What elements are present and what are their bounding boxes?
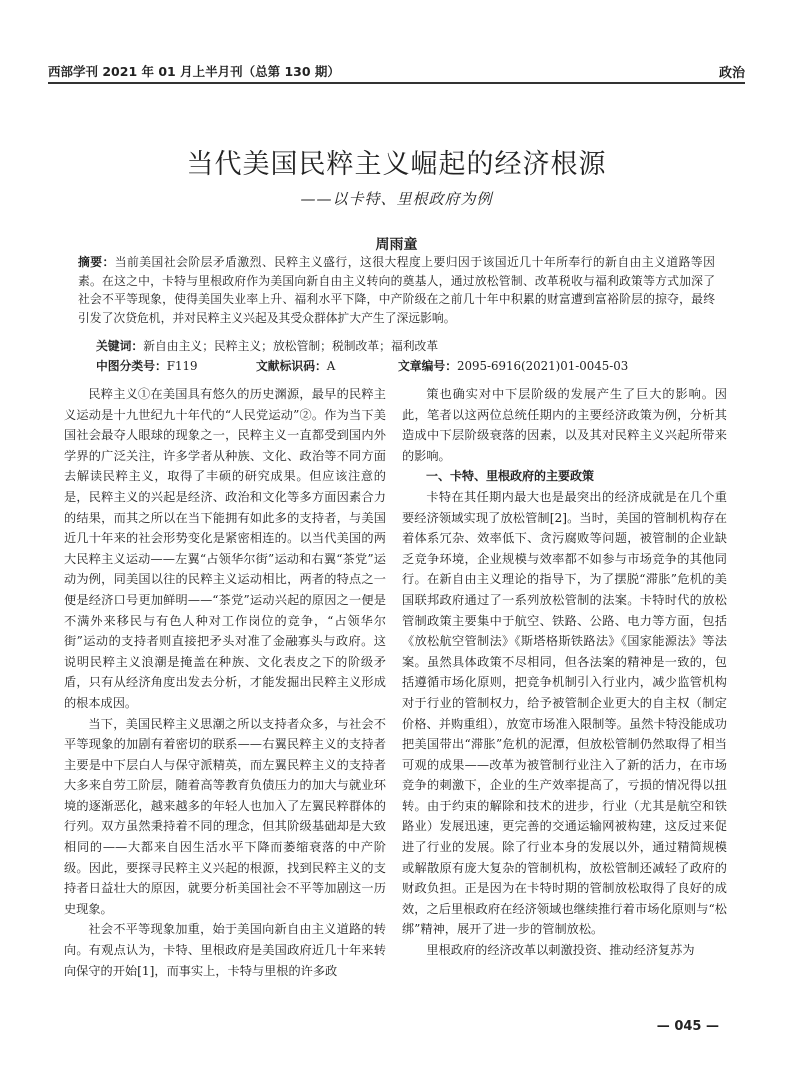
author-name: 周雨童 [375, 237, 418, 253]
right-column [402, 384, 727, 961]
clc-number [96, 357, 198, 374]
paragraph: 卡特在其任期内最大也是最突出的经济成就是在几个重要经济领域实现了放松管制[2]。当时，美国的管制机构存在着体系冗杂、效率低下、贪污腐败等问题，被管制的企业缺乏竞争环境，企业规模与效率都不如参与市场竞争的其他同行。在新自由主义理论的指导下，为了摆脱“滞胀”危机的美国联邦政府通过了一系列放松管制的法案。卡特时代的放松管制政策主要集中于航空、铁路、公路、电力等方面，包括《放松航空管制法》《斯塔格斯铁路法》《国家能源法》等法案。虽然具体政策不尽相同，但各法案的精神是一致的，包括遵循市场化原则，把竞争机制引入行业内，减少监管机构对于行业的管制权力，给予被管制企业更大的自主权（制定价格、并购重组），放宽市场准入限制等。虽然卡特没能成功把美国带出“滞胀”危机的泥潭，但放松管制仍然取得了相当可观的成果——改革为被管制行业注入了新的活力，在市场竞争的刺激下，企业的生产效率提高了，亏损的情况得以扭转。由于约束的解除和技术的进步，行业（尤其是航空和铁路业）发展迅速，更完善的交通运输网被构建，这反过来促进了行业的发展。除了行业本身的发展以外，通过精简规模或解散原有庞大复杂的管制机构，放松管制还减轻了政府的财政负担。正是因为在卡特时期的管制放松取得了良好的成效，之后里根政府在经济领域也继续推行着市场化原则与“松绑”精神，展开了进一步的管制放松。 [402, 489, 727, 937]
clc-value: F119 [166, 359, 198, 373]
keywords-label: 关键词： [96, 339, 144, 353]
paragraph: 当下，美国民粹主义思潮之所以支持者众多，与社会不平等现象的加剧有着密切的联系——右翼民粹主义的支持者主要是中下层白人与保守派精英，而左翼民粹主义的支持者大多来自劳工阶层，随着高等教育负债压力的加大与就业环境的逐渐恶化，越来越多的年轻人也加入了左翼民粹群体的行列。双方虽然秉持着不同的理念，但其阶级基础却是大致相同的——大都来自因生活水平下降而萎缩衰落的中产阶级。因此，要探寻民粹主义兴起的根源，找到民粹主义的支持者日益壮大的原因，就要分析美国社会不平等加剧这一历史现象。 [64, 716, 386, 916]
abstract-text: 当前美国社会阶层矛盾激烈、民粹主义盛行，这很大程度上要归因于该国近几十年所奉行的新自由主义道路等因素。在这之中，卡特与里根政府作为美国向新自由主义转向的奠基人，通过放松管制、改革税收与福利政策等方式加深了社会不平等现象，使得美国失业率上升、福利水平下降，中产阶级在之前几十年中积累的财富遭到富裕阶层的掠夺，最终引发了次贷危机，并对民粹主义兴起及其受众群体扩大产生了深远影响。 [78, 255, 715, 325]
doc-value: A [326, 359, 336, 373]
article-number [398, 357, 628, 374]
paragraph: 里根政府的经济改革以刺激投资、推动经济复苏为 [426, 943, 695, 958]
keywords-text: 新自由主义；民粹主义；放松管制；税制改革；福利改革 [143, 339, 439, 353]
article-subtitle: ——以卡特、里根政府为例 [300, 190, 493, 208]
keywords [96, 337, 438, 354]
paragraph: 策也确实对中下层阶级的发展产生了巨大的影响。因此，笔者以这两位总统任期内的主要经济政策为例，分析其造成中下层阶级衰落的因素，以及其对民粹主义兴起所带来的影响。 [402, 387, 727, 463]
doc-label: 文献标识码： [256, 359, 327, 373]
clc-label: 中图分类号： [96, 359, 167, 373]
left-column [64, 384, 386, 981]
paragraph: 社会不平等现象加重，始于美国向新自由主义道路的转向。有观点认为，卡特、里根政府是美国政府近几十年来转向保守的开始[1]，而事实上，卡特与里根的许多政 [64, 922, 386, 978]
running-header [48, 58, 745, 82]
section-heading: 一、卡特、里根政府的主要政策 [426, 469, 595, 484]
abstract [78, 253, 715, 327]
journal-info: 西部学刊 2021 年 01 月上半月刊（总第 130 期） [48, 64, 340, 79]
paragraph: 民粹主义①在美国具有悠久的历史渊源，最早的民粹主义运动是十九世纪九十年代的“人民党运动”②。作为当下美国社会最夺人眼球的现象之一，民粹主义一直都受到国内外学界的广泛关注，许多学者从种族、文化、政治等不同方面去解读民粹主义，取得了丰硕的研究成果。但应该注意的是，民粹主义的兴起是经济、政治和文化等多方面因素合力的结果，而其之所以在当下能拥有如此多的支持者，与美国近几十年来的社会形势变化是紧密相连的。以当代美国的两大民粹主义运动——左翼“占领华尔街”运动和右翼“茶党”运动为例，同美国以往的民粹主义运动相比，两者的特点之一便是经济口号更加鲜明——“茶党”运动兴起的原因之一便是不满外来移民与有色人种对工作岗位的竞争，“占领华尔街”运动的支持者则直接把矛头对准了金融寡头与政府。这说明民粹主义浪潮是掩盖在种族、文化表皮之下的阶级矛盾，只有从经济角度出发去分析，才能发掘出民粹主义形成的根本成因。 [64, 387, 386, 710]
art-label: 文章编号： [398, 359, 457, 373]
abstract-label: 摘要： [78, 255, 115, 269]
page-number: — 045 — [656, 1019, 719, 1034]
header-rule [48, 82, 745, 84]
art-value: 2095-6916(2021)01-0045-03 [457, 359, 629, 373]
article-title: 当代美国民粹主义崛起的经济根源 [186, 149, 607, 180]
section-label: 政治 [718, 66, 745, 81]
doc-code [256, 357, 335, 374]
